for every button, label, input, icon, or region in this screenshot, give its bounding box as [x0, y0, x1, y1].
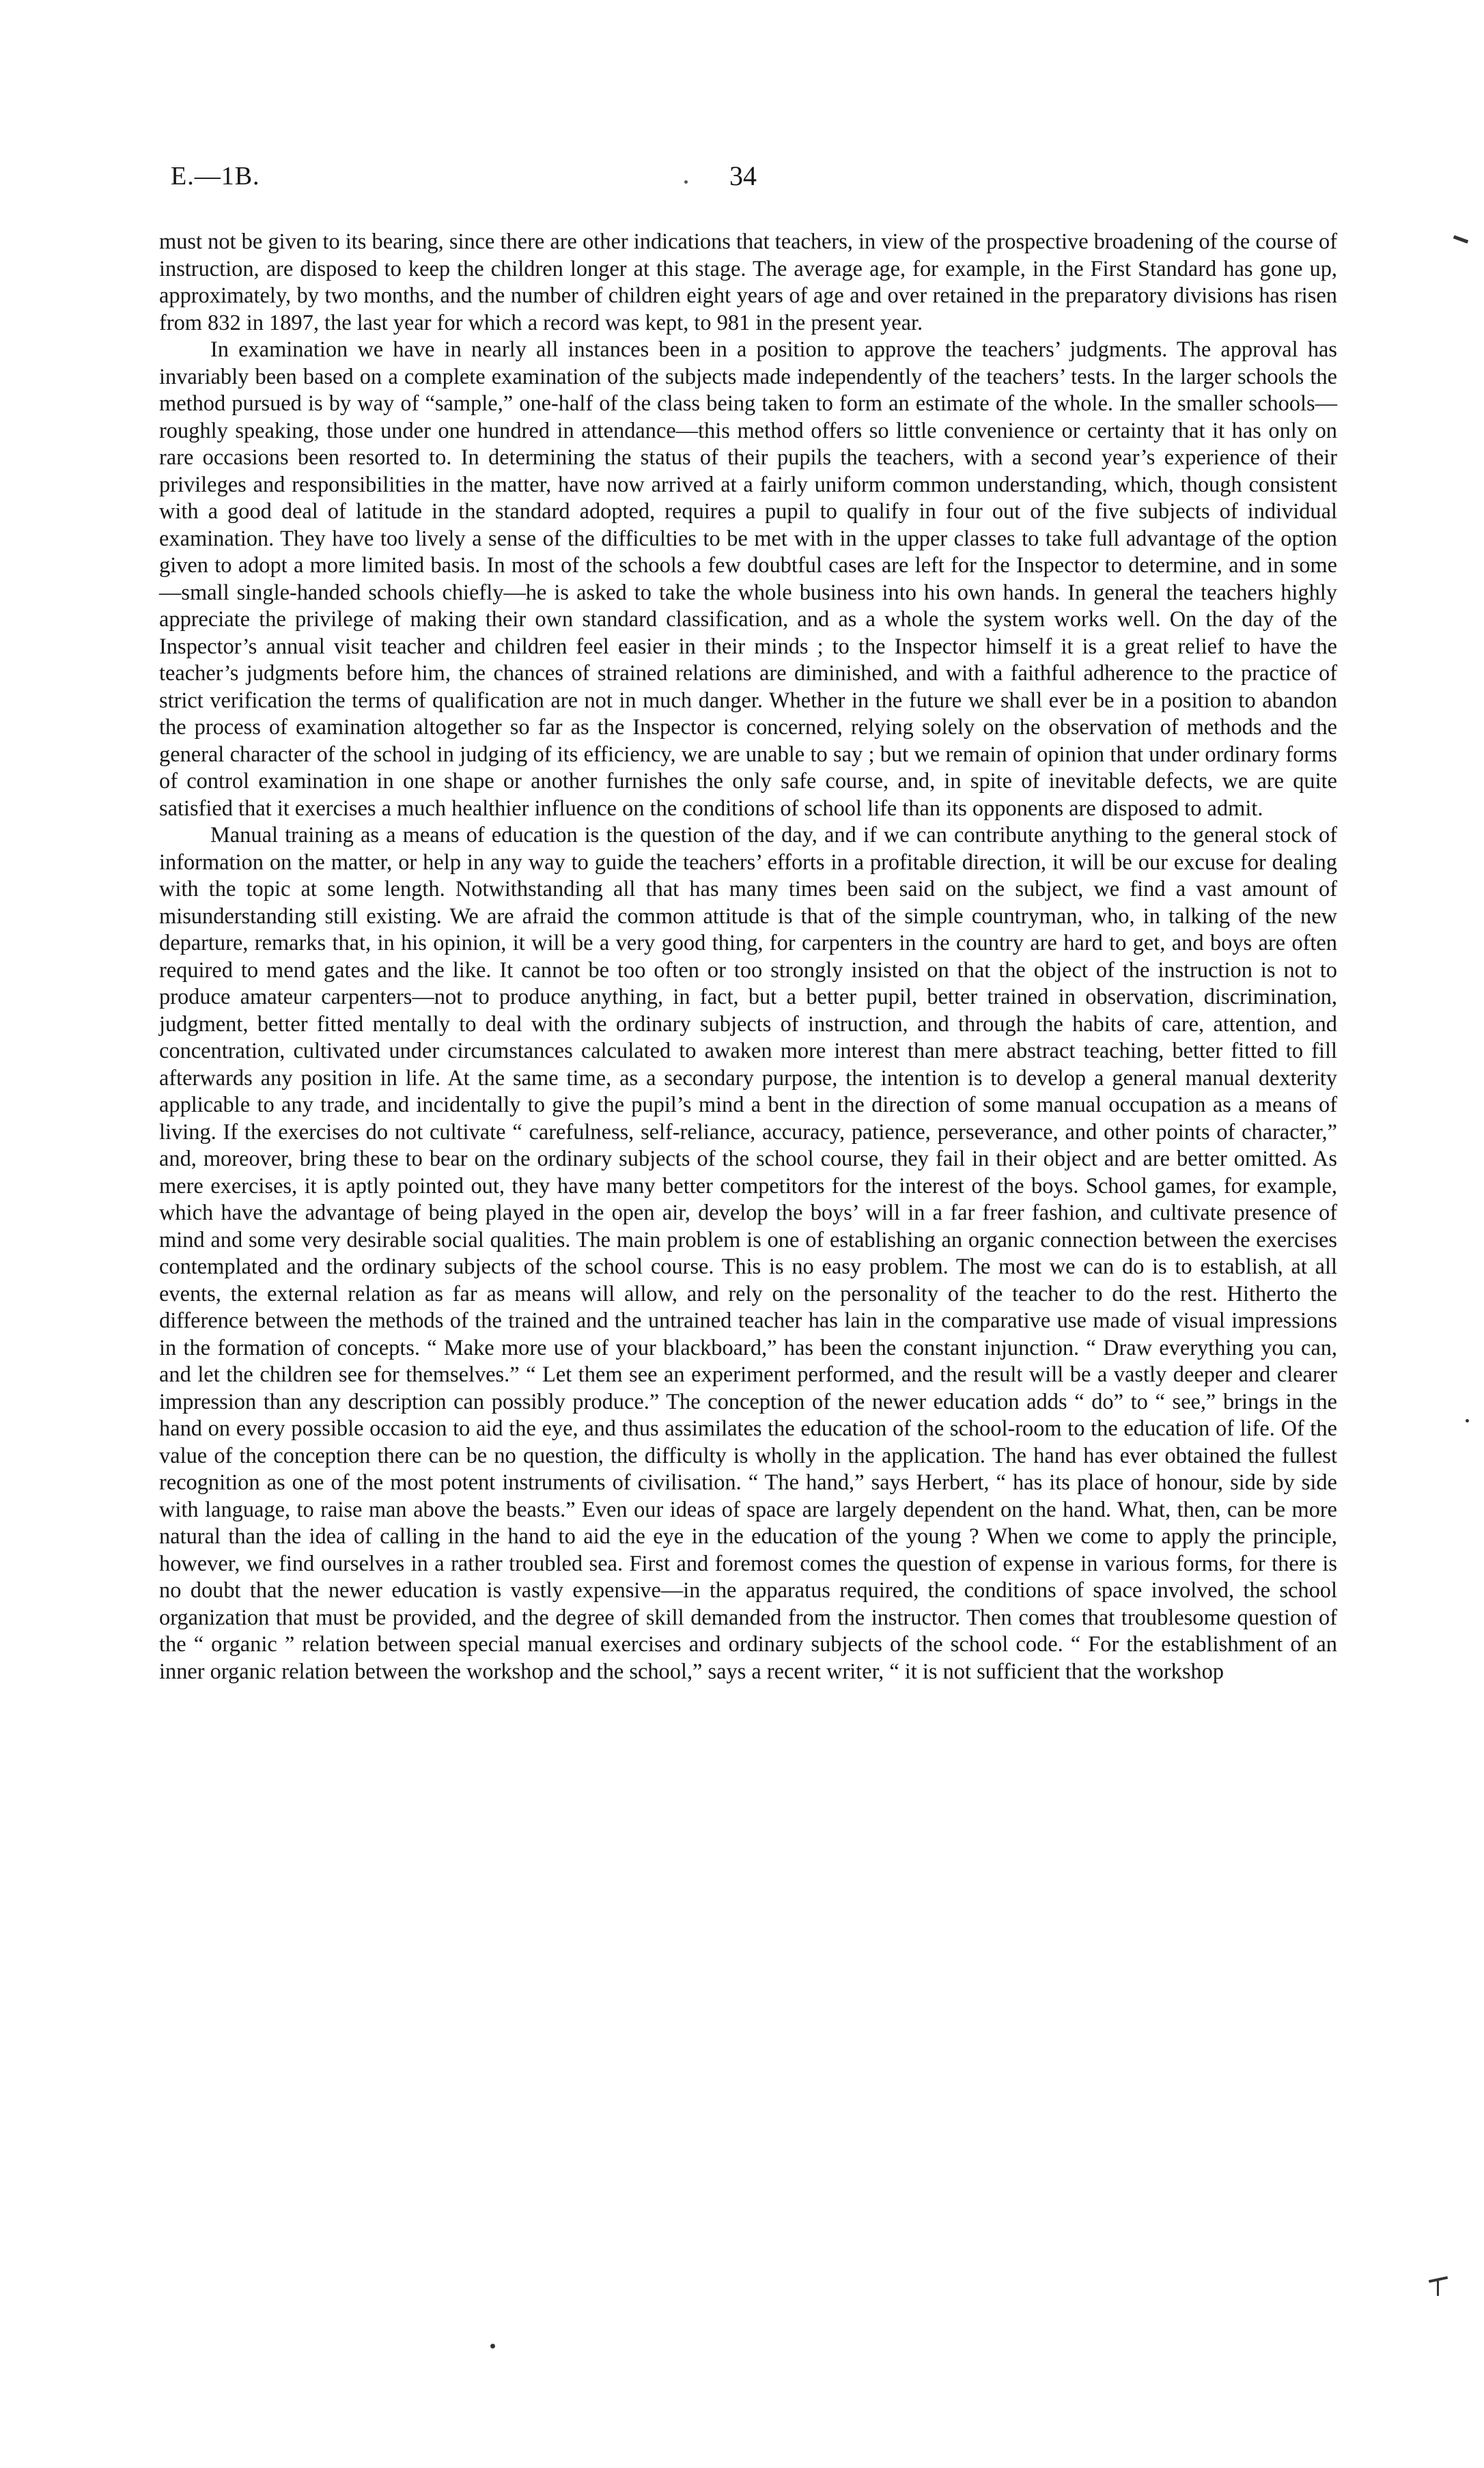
margin-mark [1466, 1419, 1469, 1422]
page-header [171, 161, 1332, 202]
margin-mark [1453, 235, 1468, 243]
document-reference: E.—1B. [171, 162, 260, 191]
page-number: 34 [729, 160, 757, 191]
paragraph-manual-training: Manual training as a means of education is the question of the day, and if we can contribute anything to the general stock of information on the matter, or help in any way to guide the teachers’ efforts in a profitable direction, it will be our excuse for dealing with the topic at some length. Notwithstanding all that has many times been said on the subject, we find a vast amount of misunderstanding still existing. We are afraid the common attitude is that of the simple countryman, who, in talking of the new departure, remarks that, in his opinion, it will be a very good thing, for carpenters in the country are hard to get, and boys are often required to mend gates and the like. It cannot be too often or too strongly insisted on that the object of the instruction is not to produce amateur carpenters—not to produce anything, in fact, but a better pupil, better trained in observation, discrimination, judgment, better fitted mentally to deal with the ordinary subjects of instruction, and through the habits of care, attention, and concentration, cultivated under circumstances calculated to awaken more interest than mere abstract teaching, better fitted to fill afterwards any position in life. At the same time, as a secondary purpose, the intention is to develop a general manual dexterity applicable to any trade, and incidentally to give the pupil’s mind a bent in the direction of some manual occupation as a means of living. If the exercises do not cultivate “ carefulness, self-reliance, accuracy, patience, perseverance, and other points of character,” and, moreover, bring these to bear on the ordinary subjects of the school course, they fail in their object and are better omitted. As mere exercises, it is aptly pointed out, they have many better competitors for the interest of the boys. School games, for example, which have the advantage of being played in the open air, develop the boys’ will in a far freer fashion, and cultivate presence of mind and some very desirable social qualities. The main problem is one of establishing an organic connection between the exercises contemplated and the ordinary subjects of the school course. This is no easy problem. The most we can do is to establish, at all events, the external relation as far as means will allow, and rely on the personality of the teacher to do the rest. Hitherto the difference between the methods of the trained and the untrained teacher has lain in the comparative use made of visual impressions in the formation of concepts. “ Make more use of your blackboard,” has been the constant injunction. “ Draw everything you can, and let the children see for themselves.” “ Let them see an experiment performed, and the result will be a vastly deeper and clearer impression than any description can possibly produce.” The conception of the newer education adds “ do” to “ see,” brings in the hand on every possible occasion to aid the eye, and thus assimilates the education of the school-room to the education of life. Of the value of the conception there can be no question, the difficulty is wholly in the application. The hand has ever obtained the fullest recognition as one of the most potent instruments of civilisation. “ The hand,” says Herbert, “ has its place of honour, side by side with language, to raise man above the beasts.” Even our ideas of space are largely dependent on the hand. What, then, can be more natural than the idea of calling in the hand to aid the eye in the education of the young ? When we come to apply the principle, however, we find ourselves in a rather troubled sea. First and foremost comes the question of expense in various forms, for there is no doubt that the newer education is vastly expensive—in the apparatus required, the conditions of space involved, the school organization that must be provided, and the degree of skill demanded from the instructor. Then comes that troublesome question of the “ organic ” relation between special manual exercises and ordinary subjects of the school code. “ For the establishment of an inner organic relation between the workshop and the school,” says a recent writer, “ it is not sufficient that the workshop [159, 823, 1337, 1684]
bottom-dot-mark [490, 2344, 495, 2348]
header-tick-mark [684, 180, 688, 184]
paragraph-continuation: must not be given to its bearing, since there are other indications that teachers, in view of the prospective broadening of the course of instruction, are disposed to keep the children longer at this stage. The average age, for example, in the First Standard has gone up, approximately, by two months, and the number of children eight years of age and over retained in the preparatory divisions has risen from 832 in 1897, the last year for which a record was kept, to 981 in the present year. [159, 229, 1337, 335]
paragraph-examination: In examination we have in nearly all instances been in a position to approve the teachers’ judgments. The approval has invariably been based on a complete examination of the subjects made independently of the teachers’ tests. In the larger schools the method pursued is by way of “sample,” one-half of the class being taken to form an estimate of the whole. In the smaller schools—roughly speaking, those under one hundred in attendance—this method offers so little convenience or certainty that it has only on rare occasions been resorted to. In determining the status of their pupils the teachers, with a second year’s experience of their privileges and responsibilities in the matter, have now arrived at a fairly uniform common understanding, which, though consistent with a good deal of latitude in the standard adopted, requires a pupil to qualify in four out of the five subjects of individual examination. They have too lively a sense of the difficulties to be met with in the upper classes to take full advantage of the option given to adopt a more limited basis. In most of the schools a few doubtful cases are left for the Inspector to determine, and in some—small single-handed schools chiefly—he is asked to take the whole business into his own hands. In general the teachers highly appreciate the privilege of making their own standard classification, and as a whole the system works well. On the day of the Inspector’s annual visit teacher and children feel easier in their minds ; to the Inspector himself it is a great relief to have the teacher’s judgments before him, the chances of strained relations are diminished, and with a faithful adherence to the practice of strict verification the terms of qualification are not in much danger. Whether in the future we shall ever be in a position to abandon the process of examination altogether so far as the Inspector is concerned, relying solely on the observation of methods and the general character of the school in judging of its efficiency, we are unable to say ; but we remain of opinion that under ordinary forms of control examination in one shape or another furnishes the only safe course, and, in spite of inevitable defects, we are quite satisfied that it exercises a much healthier influence on the conditions of school life than its opponents are disposed to admit. [159, 337, 1337, 821]
body-text [159, 229, 1337, 1685]
margin-mark [1437, 2281, 1439, 2296]
